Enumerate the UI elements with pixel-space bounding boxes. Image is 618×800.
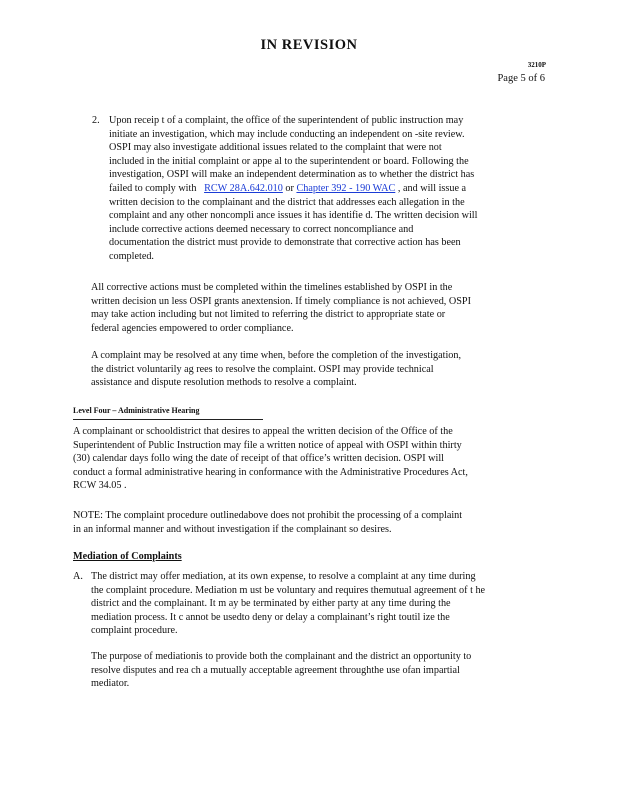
text-segment: failed to comply with [109, 182, 197, 194]
text-line: All corrective actions must be completed within the timelines established by OSPI in the [91, 282, 453, 293]
text-line: district and the complainant. It m ay be terminated by either party at any time during the [91, 598, 451, 610]
text-line: may take action including but not limited to referring the district to appropriate state or [91, 309, 446, 321]
text-line: NOTE: The complaint procedure outlinedabove does not prohibit the processing of a complaint [73, 510, 463, 521]
text-line: complaint and any other noncompli ance issues it has identifie d. The written decision will [109, 210, 478, 222]
mediation-heading: Mediation of Complaints [73, 551, 182, 562]
text-line: the district voluntarily ag rees to resolve the complaint. OSPI may provide technical [91, 363, 434, 375]
text-line: Superintendent of Public Instruction may file a written notice of appeal with OSPI within thirty [73, 439, 462, 451]
text-line: resolve disputes and rea ch a mutually acceptable agreement throughthe use ofan impartial [91, 664, 460, 676]
text-line: Upon receip t of a complaint, the office of the superintendent of public instruction may [109, 115, 464, 126]
rcw-link[interactable]: RCW 28A.642.010 [204, 182, 283, 194]
text-line: included in the initial complaint or appe al to the superintendent or board. Following the [109, 155, 469, 167]
text-segment: , and will issue a [395, 182, 467, 194]
page-number: Page 5 of 6 [497, 73, 545, 84]
text-segment: or [282, 182, 297, 194]
text-line: include corrective actions deemed necessary to correct noncompliance and [109, 223, 414, 235]
text-line: written decision un less OSPI grants anextension. If timely compliance is not achieved, OSPI [91, 295, 471, 307]
text-line-with-links [109, 182, 529, 196]
level-four-heading: Level Four – Administrative Hearing [73, 404, 263, 420]
text-line: in an informal manner and without investigation if the complainant so desires. [73, 523, 392, 535]
text-line: completed. [109, 250, 154, 262]
text-line: mediation process. It c annot be usedto deny or delay a complainant’s right toutil ize the [91, 611, 450, 623]
mediation-purpose-paragraph [91, 650, 543, 691]
corrective-actions-paragraph [91, 281, 531, 335]
administrative-hearing-paragraph [73, 425, 543, 493]
policy-code: 3210P [527, 61, 546, 69]
wac-chapter-link[interactable]: Chapter 392 - 190 WAC [296, 182, 396, 194]
item-number: 2. [92, 115, 100, 126]
text-line: the complaint procedure. Mediation m ust be voluntary and requires themutual agreement of t he [91, 584, 486, 596]
text-line: A complaint may be resolved at any time when, before the completion of the investigation, [91, 350, 462, 361]
text-line: A complainant or schooldistrict that desires to appeal the written decision of the Office of the [73, 426, 453, 437]
text-line: conduct a formal administrative hearing in conformance with the Administrative Procedures Act, [73, 466, 468, 478]
text-line: investigation, OSPI will make an independent determination as to whether the district has [109, 169, 475, 181]
text-line: documentation the district must provide to demonstrate that corrective action has been [109, 237, 461, 249]
text-line: initiate an investigation, which may include conducting an independent on -site review. [109, 128, 465, 140]
revision-title: IN REVISION [260, 37, 358, 53]
mediation-item-a-paragraph [91, 570, 543, 638]
text-line: written decision to the complainant and the district that addresses each allegation in the [109, 196, 465, 208]
text-line: The district may offer mediation, at its own expense, to resolve a complaint at any time during [91, 571, 476, 582]
text-line: assistance and dispute resolution methods to resolve a complaint. [91, 377, 357, 389]
text-line: The purpose of mediationis to provide both the complainant and the district an opportunity to [91, 651, 472, 662]
text-line: federal agencies empowered to order compliance. [91, 322, 294, 334]
text-line: RCW 34.05 . [73, 480, 127, 492]
item-2-paragraph [109, 114, 529, 264]
text-line: (30) calendar days follo wing the date of receipt of that office’s written decision. OSPI will [73, 453, 444, 465]
item-letter: A. [73, 571, 83, 582]
note-paragraph [73, 509, 543, 536]
resolution-paragraph [91, 349, 531, 390]
text-line: complaint procedure. [91, 625, 178, 637]
text-line: OSPI may also investigate additional issues related to the complaint that were not [109, 142, 442, 154]
text-line: mediator. [91, 678, 130, 690]
